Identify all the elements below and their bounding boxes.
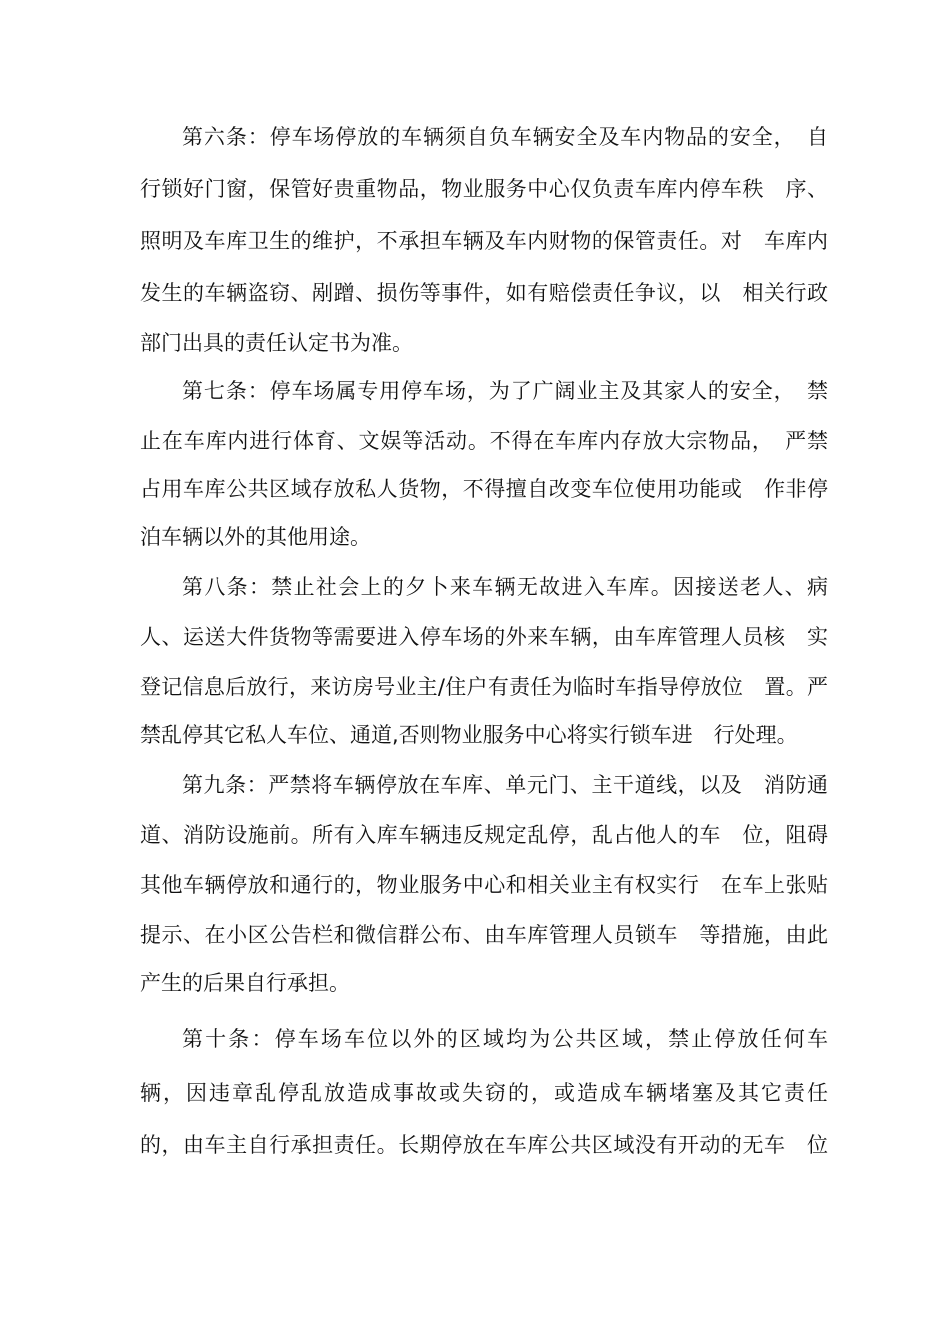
text-line: 第八条：禁止社会上的夕卜来车辆无故进入车库。因接送老人、病 (182, 575, 828, 599)
text-line: 产生的后果自行承担。 (140, 971, 350, 995)
text-line: 发生的车辆盗窃、剐蹭、损伤等事件，如有赔偿责任争议，以 相关行政 (140, 281, 828, 305)
text-line: 提示、在小区公告栏和微信群公布、由车库管理人员锁车 等措施，由此 (140, 923, 828, 947)
text-line: 其他车辆停放和通行的，物业服务中心和相关业主有权实行 在车上张贴 (140, 873, 828, 897)
text-line: 第十条：停车场车位以外的区域均为公共区域，禁止停放任何车 (182, 1027, 828, 1051)
text-line: 部门出具的责任认定书为准。 (140, 331, 413, 355)
text-line: 禁乱停其它私人车位、通道,否则物业服务中心将实行锁车进 行处理。 (140, 723, 798, 747)
text-line: 行锁好门窗，保管好贵重物品，物业服务中心仅负责车库内停车秩 序、 (140, 177, 828, 201)
text-line: 辆，因违章乱停乱放造成事故或失窃的，或造成车辆堵塞及其它责任 (140, 1081, 828, 1105)
text-line: 泊车辆以外的其他用途。 (140, 525, 371, 549)
text-line: 登记信息后放行，来访房号业主/住户有责任为临时车指导停放位 置。严 (140, 675, 828, 699)
text-line: 第七条：停车场属专用停车场，为了广阔业主及其家人的安全， 禁 (182, 379, 828, 403)
text-line: 占用车库公共区域存放私人货物，不得擅自改变车位使用功能或 作非停 (140, 477, 828, 501)
text-line: 的，由车主自行承担责任。长期停放在车库公共区域没有开动的无车 位 (140, 1133, 828, 1157)
text-line: 道、消防设施前。所有入库车辆违反规定乱停，乱占他人的车 位，阻碍 (140, 823, 828, 847)
text-line: 照明及车库卫生的维护，不承担车辆及车内财物的保管责任。对 车库内 (140, 229, 828, 253)
text-line: 止在车库内进行体育、文娱等活动。不得在车库内存放大宗物品， 严禁 (140, 429, 828, 453)
text-line: 人、运送大件货物等需要进入停车场的外来车辆，由车库管理人员核 实 (140, 625, 828, 649)
text-line: 第六条：停车场停放的车辆须自负车辆安全及车内物品的安全， 自 (182, 125, 828, 149)
text-line: 第九条：严禁将车辆停放在车库、单元门、主干道线，以及 消防通 (182, 773, 828, 797)
